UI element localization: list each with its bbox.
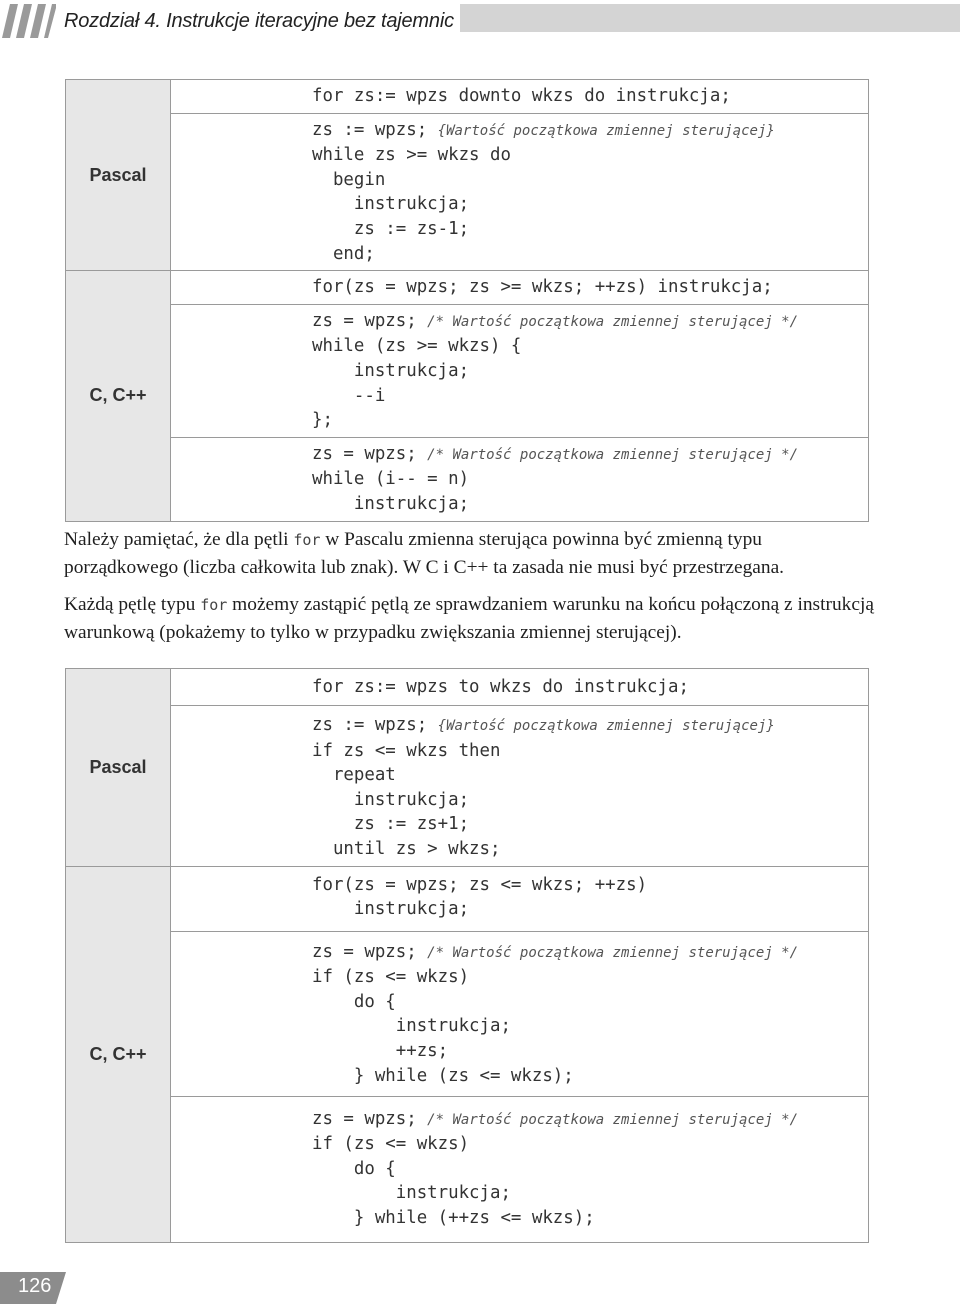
lang-label-cpp: C, C++ [66,866,171,1242]
paragraph-for-type-note [64,526,874,581]
code-table-to [65,668,869,1243]
text: Każdą pętlę typu [64,594,201,615]
pascal-while-cell [171,113,869,271]
code-table-downto [65,79,869,522]
code-cpp-for: for(zs = wpzs; zs <= wkzs; ++zs) instrukcja; [312,874,648,920]
code-lines: if (zs <= wkzs) do { instrukcja; } while (++zs <= wkzs); [312,1134,595,1228]
code-cpp-while [312,309,868,433]
code-line: zs = wpzs; [312,1108,428,1129]
code-lines: if zs <= wkzs then repeat instrukcja; zs := zs+1; until zs > wkzs; [312,740,501,859]
code-line: zs := wpzs; [312,119,438,140]
cpp-while-decrement-cell [171,437,869,521]
paragraph-replace-loop-note [64,591,874,646]
code-pascal-for: for zs:= wpzs downto wkzs do instrukcja; [312,86,731,106]
code-comment: {Wartość początkowa zmiennej sterującej} [437,122,775,139]
code-pascal-for: for zs:= wpzs to wkzs do instrukcja; [312,677,689,697]
code-comment: /* Wartość początkowa zmiennej sterującej */ [427,1111,799,1128]
pascal-for-header-cell [171,80,869,114]
pascal-for-header-cell [171,669,869,706]
lang-label-pascal: Pascal [66,669,171,867]
code-lines: while zs >= wkzs do begin instrukcja; zs := zs-1; end; [312,145,511,264]
code-cpp-do-while [312,940,868,1089]
lang-label-cpp: C, C++ [66,271,171,521]
code-pascal-repeat [312,713,868,862]
page-number: 126 [18,1275,52,1297]
code-cpp-for: for(zs = wpzs; zs >= wkzs; ++zs) instrukcja; [312,277,773,298]
cpp-for-header-cell [171,271,869,305]
text: możemy zastąpić pętlą ze sprawdzaniem warunku na końcu połączoną z instrukcją warunkową (pokażemy to tylko w przypadku zwiększania zmiennej sterującej). [64,594,874,643]
lang-label-pascal: Pascal [66,80,171,271]
inline-code-for: for [293,531,321,549]
cpp-while-cell [171,304,869,437]
code-lines: while (zs >= wkzs) { instrukcja; --i }; [312,336,522,431]
code-comment: /* Wartość początkowa zmiennej sterującej */ [427,313,799,330]
code-comment: {Wartość początkowa zmiennej sterującej} [437,718,775,734]
code-lines: while (i-- = n) instrukcja; [312,469,470,514]
code-cpp-do-while-preincrement [312,1107,868,1231]
code-lines: if (zs <= wkzs) do { instrukcja; ++zs; } while (zs <= wkzs); [312,967,574,1086]
inline-code-for: for [200,596,228,614]
code-cpp-while-decrement [312,442,868,517]
code-comment: /* Wartość początkowa zmiennej sterującej */ [427,446,799,463]
chapter-title: Rozdział 4. Instrukcje iteracyjne bez tajemnic [64,10,454,32]
code-line: zs = wpzs; [312,443,428,464]
text: Należy pamiętać, że dla pętli [64,529,294,550]
code-pascal-while [312,118,868,267]
pascal-repeat-cell [171,706,869,867]
cpp-do-while-cell [171,931,869,1096]
text: w Pascalu zmienna sterująca powinna być zmienną typu porządkowego (liczba całkowita lub znak). W C i C++ ta zasada nie musi być przestrzegana. [64,529,785,578]
code-line: zs = wpzs; [312,310,428,331]
header-bar-decoration [460,4,960,32]
header-stripes-decoration [0,4,56,38]
cpp-do-while-preincrement-cell [171,1096,869,1242]
code-line: zs = wpzs; [312,941,428,962]
code-comment: /* Wartość początkowa zmiennej sterującej */ [427,944,799,961]
code-line: zs := wpzs; [312,715,438,735]
cpp-for-header-cell [171,866,869,931]
